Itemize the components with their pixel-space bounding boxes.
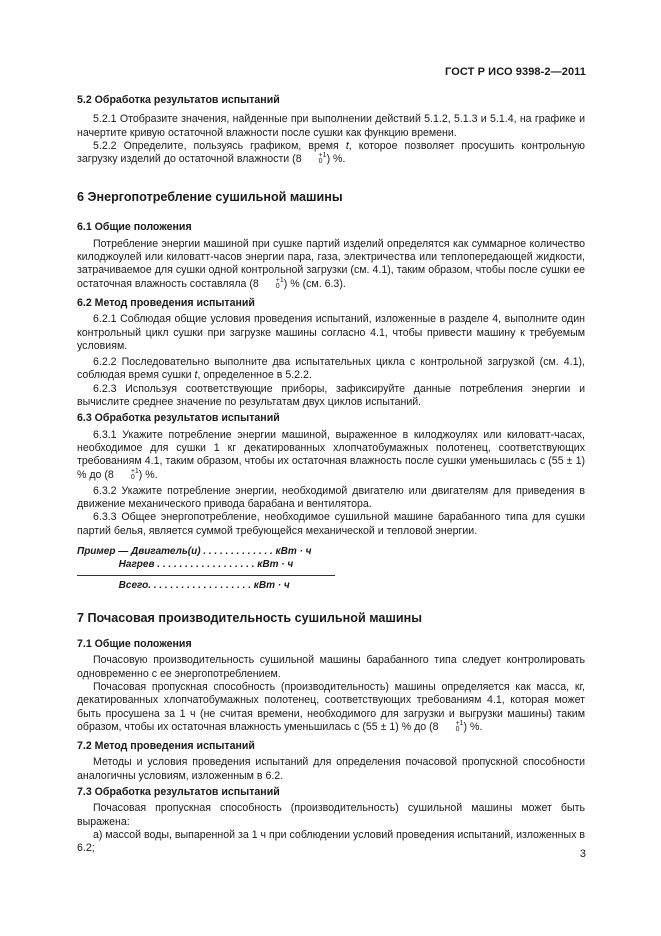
paragraph-7-3: Почасовая пропускная способность (производительность) сушильной машины может быть выражена: <box>77 802 585 828</box>
energy-example <box>77 545 585 592</box>
section-7-1-title: 7.1 Общие положения <box>77 638 192 651</box>
section-7-title: 7 Почасовая производительность сушильной машины <box>77 611 422 626</box>
paragraph-6-2-1: 6.2.1 Соблюдая общие условия проведения испытаний, изложенные в разделе 4, выполните один контрольный цикл сушки при загрузке машины согласно 4.1, чтобы привести машину к требуемым условиям. <box>77 313 585 352</box>
fraction-tolerance: +1 0 <box>130 467 139 481</box>
page-number: 3 <box>579 848 586 860</box>
example-divider <box>77 575 335 576</box>
fraction-tolerance: +1 0 <box>275 276 284 290</box>
paragraph-7-3-a: а) массой воды, выпаренной за 1 ч при соблюдении условий проведения испытаний, изложенных в 6.2; <box>77 828 585 855</box>
paragraph-6-2-2: 6.2.2 Последовательно выполните два испытательных цикла с контрольной загрузкой (см. 4.1), соблюдая время сушки t, определенное в 5.2.2. <box>77 356 585 382</box>
example-row-total: Всего. . . . . . . . . . . . . . . . . . . кВт · ч <box>77 580 290 592</box>
section-6-1-title: 6.1 Общие положения <box>77 221 192 234</box>
paragraph-7-1-2: Почасовая пропускная способность (производительность) машины определяется как масса, кг, декатированных хлопчатобумажных полотенец, соответствующих требованиям 4.1, которая может быть просушена за 1 ч (не считая времени, необходимого для загрузки и выгрузки машины) таким образом, чтобы их остаточная влажность уменьшилась с (55 ± 1) % до (8 +1 0 ) %. <box>77 680 585 733</box>
paragraph-5-2-2: 5.2.2 Определите, пользуясь графиком, время t, которое позволяет просушить контрольную загрузку изделий до остаточной влажности (8 +1 0 ) %. <box>77 139 585 166</box>
section-5-2-title: 5.2 Обработка результатов испытаний <box>77 94 280 106</box>
section-6-3-title: 6.3 Обработка результатов испытаний <box>77 412 280 425</box>
paragraph-7-1-1: Почасовую производительность сушильной машины барабанного типа следует контролировать одновременно с ее энергопотреблением. <box>77 654 585 680</box>
paragraph-6-2-3: 6.2.3 Используя соответствующие приборы, зафиксируйте данные потребления энергии и вычислите среднее значение по результатам двух циклов испытаний. <box>77 382 585 409</box>
paragraph-5-2-1: 5.2.1 Отобразите значения, найденные при выполнении действий 5.1.2, 5.1.3 и 5.1.4, на графике и начертите кривую остаточной влажности после сушки как функцию времени. <box>77 113 585 139</box>
example-row-motor: Пример — Двигатель(и) . . . . . . . . . . . . . кВт · ч <box>77 546 312 558</box>
section-7-3-title: 7.3 Обработка результатов испытаний <box>77 785 280 798</box>
paragraph-6-3-1: 6.3.1 Укажите потребление энергии машиной, выраженное в килоджоулях или киловатт-часах, необходимое для сушки 1 кг декатированных хлопчатобумажных полотенец, соответствующих требованиям 4.1, таким образом, чтобы их остаточная влажность после сушки уменьшилась с (55 ± 1) % до (8 +1 0 ) %. <box>77 428 585 481</box>
section-7-2-title: 7.2 Метод проведения испытаний <box>77 740 255 753</box>
paragraph-7-2: Методы и условия проведения испытаний для определения почасовой пропускной способности аналогичны условиям, изложенным в 6.2. <box>77 756 585 782</box>
fraction-tolerance: +1 0 <box>318 152 327 166</box>
section-6-title: 6 Энергопотребление сушильной машины <box>77 190 343 205</box>
example-row-heating: Нагрев . . . . . . . . . . . . . . . . . . кВт · ч <box>77 559 294 571</box>
paragraph-6-3-2: 6.3.2 Укажите потребление энергии, необходимой двигателю или двигателям для приведения в движение механического привода барабана и вентилятора. <box>77 484 585 511</box>
section-6-2-title: 6.2 Метод проведения испытаний <box>77 296 255 309</box>
paragraph-6-3-3: 6.3.3 Общее энергопотребление, необходимое сушильной машине барабанного типа для сушки партий белья, является суммой требующейся механической и тепловой энергии. <box>77 511 585 537</box>
paragraph-6-1: Потребление энергии машиной при сушке партий изделий определятся как суммарное количество килоджоулей или киловатт-часов энергии пара, газа, электричества или теплопередающей жидкости, затрачиваемое для сушки одной контрольной загрузки (см. 4.1), таким образом, чтобы после сушки ее остаточная влажность составляла (8 +1 0 ) % (см. 6.3). <box>77 237 585 290</box>
fraction-tolerance: +1 0 <box>455 719 464 733</box>
page-content <box>77 94 585 855</box>
page-header: ГОСТ Р ИСО 9398-2—2011 <box>445 66 586 78</box>
